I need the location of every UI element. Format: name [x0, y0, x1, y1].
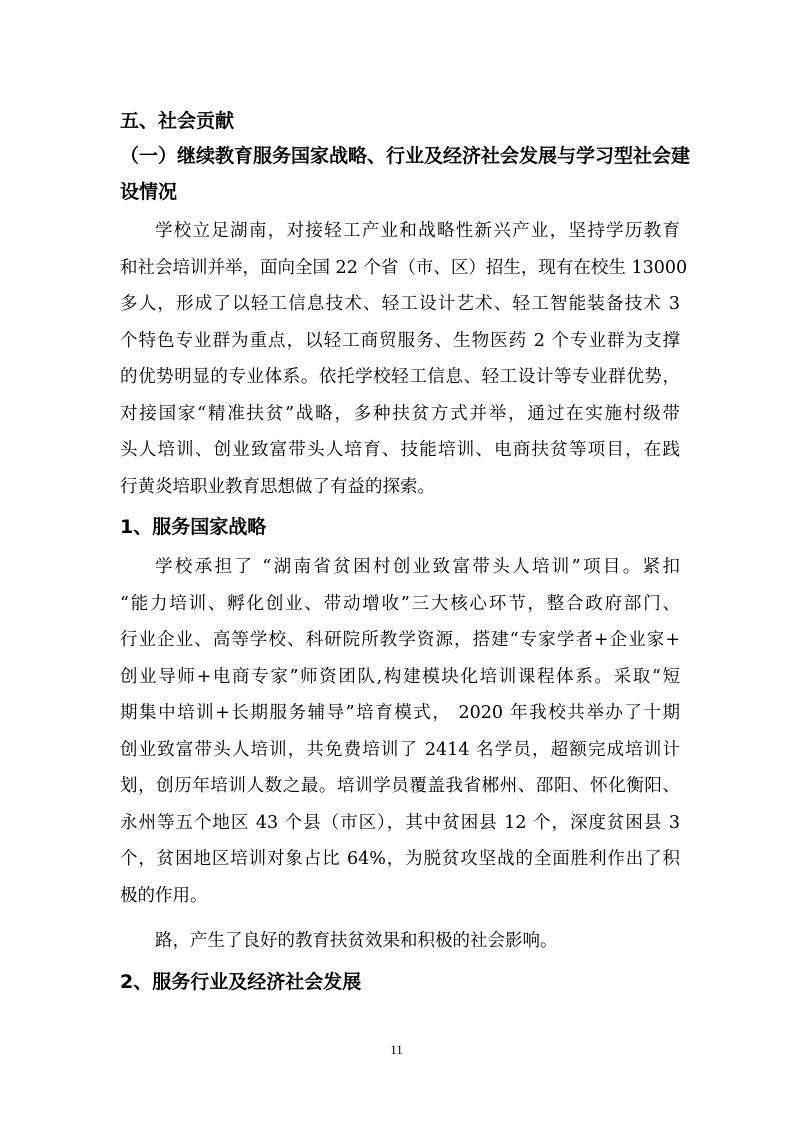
paragraph1-line-3: 多人，形成了以轻工信息技术、轻工设计艺术、轻工智能装备技术 3 — [120, 294, 680, 314]
subsection-title-line-1: （一）继续教育服务国家战略、行业及经济社会发展与学习型社会建 — [120, 145, 691, 167]
paragraph2-line-7: 划，创历年培训人数之最。培训学员覆盖我省郴州、邵阳、怀化衡阳、 — [120, 776, 680, 796]
paragraph2-line-2: “能力培训、孵化创业、带动增收”三大核心环节，整合政府部门、 — [120, 594, 680, 614]
heading-serve-industry-development: 2、服务行业及经济社会发展 — [120, 971, 362, 993]
paragraph2-line-9: 个，贫困地区培训对象占比 64%，为脱贫攻坚战的全面胜利作出了积 — [120, 849, 680, 869]
paragraph2-line-10: 极的作用。 — [120, 886, 208, 906]
paragraph2-line-6: 创业致富带头人培训，共免费培训了 2414 名学员，超额完成培训计 — [120, 740, 680, 760]
paragraph1-line-2: 和社会培训并举，面向全国 22 个省（市、区）招生，现有在校生 13000 — [120, 258, 688, 278]
paragraph1-line-1: 学校立足湖南，对接轻工产业和战略性新兴产业，坚持学历教育 — [155, 221, 680, 241]
paragraph2-line-1: 学校承担了 “湖南省贫困村创业致富带头人培训”项目。紧扣 — [155, 557, 680, 577]
paragraph2-line-5: 期集中培训+长期服务辅导”培育模式， 2020 年我校共举办了十期 — [120, 703, 680, 723]
paragraph1-line-4: 个特色专业群为重点，以轻工商贸服务、生物医药 2 个专业群为支撑 — [120, 331, 680, 351]
heading-serve-national-strategy: 1、服务国家战略 — [120, 516, 267, 538]
page-number: 11 — [390, 1042, 403, 1057]
paragraph2-line-4: 创业导师+电商专家”师资团队,构建模块化培训课程体系。采取“短 — [120, 667, 680, 687]
subsection-title-line-2: 设情况 — [120, 181, 178, 203]
paragraph1-line-8: 行黄炎培职业教育思想做了有益的探索。 — [120, 477, 435, 497]
section-title: 五、社会贡献 — [120, 110, 235, 132]
paragraph1-line-7: 头人培训、创业致富带头人培育、技能培训、电商扶贫等项目，在践 — [120, 440, 680, 460]
paragraph1-line-5: 的优势明显的专业体系。依托学校轻工信息、轻工设计等专业群优势， — [120, 367, 680, 387]
paragraph2-line-3: 行业企业、高等学校、科研院所教学资源，搭建“专家学者+企业家+ — [120, 630, 680, 650]
paragraph2-line-8: 永州等五个地区 43 个县（市区），其中贫困县 12 个，深度贫困县 3 — [120, 813, 680, 833]
paragraph3-line-1: 路，产生了良好的教育扶贫效果和积极的社会影响。 — [155, 931, 558, 951]
paragraph1-line-6: 对接国家“精准扶贫”战略，多种扶贫方式并举，通过在实施村级带 — [120, 404, 680, 424]
